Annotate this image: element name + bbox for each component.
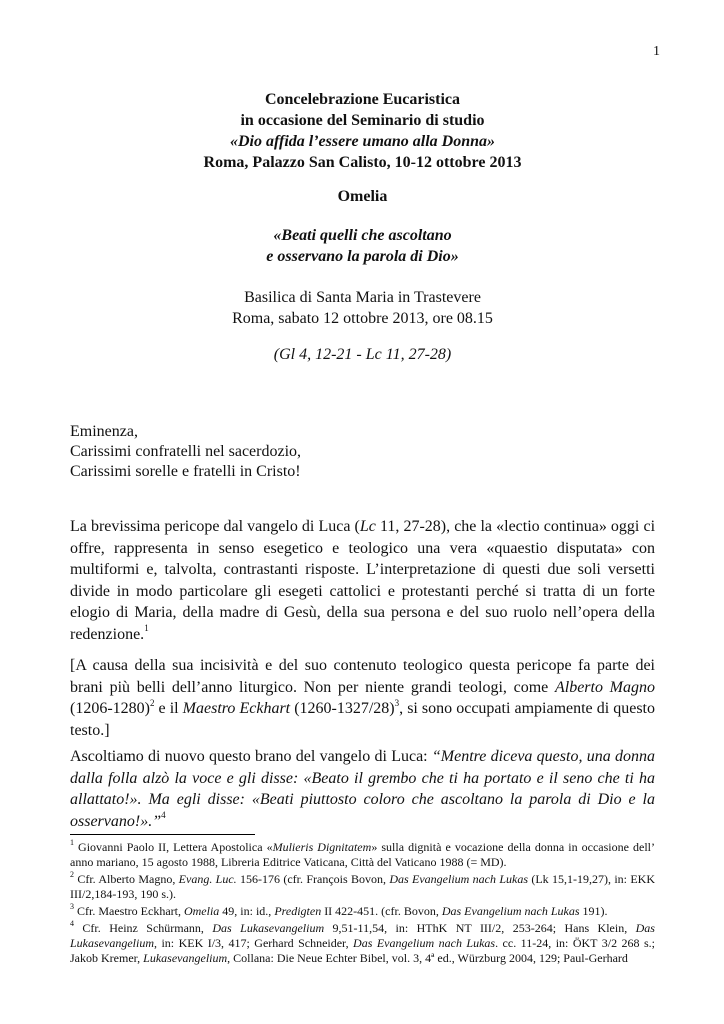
text-run: La brevissima pericope dal vangelo di Luca ( [70,518,360,535]
text-run: . cc. 11-24, in: ÖKT 3/2 268 s.; Jakob Kremer, [70,936,655,965]
italic-run: Das Evangelium nach Lukas [389,872,529,886]
text-run: , si sono occupati ampiamente di questo testo.] [70,700,655,739]
italic-run: Evang. Luc. [178,872,237,886]
homily-title-line: e osservano la parola di Dio» [266,248,459,265]
text-run: 9,51-11,54, in: HThK NT III/2, 253-264; Hans Klein, [324,921,636,935]
homily-title [70,225,655,267]
italic-run: Omelia [183,904,220,918]
footnote-2 [70,872,655,902]
celebration-place [70,287,655,329]
footnote-number: 4 [70,919,74,928]
text-run: , in: KEK I/3, 417; Gerhard Schneider, [153,936,354,950]
paragraph-gospel [70,746,655,832]
italic-run: Lc [359,518,376,535]
celebration-date: Roma, sabato 12 ottobre 2013, ore 08.15 [232,310,493,327]
text-run: 156-176 (cfr. François Bovon, [236,872,390,886]
footnote-ref-3: 3 [394,697,400,708]
event-title-block [70,89,655,173]
italic-run: Predigten [274,904,322,918]
italic-run: Maestro Eckhart [182,700,291,717]
text-run: Giovanni Paolo II, Lettera Apostolica « [74,840,273,854]
paragraph-theologians [70,655,655,741]
event-title-line: Concelebrazione Eucaristica [264,91,461,108]
salutation-line: Carissimi confratelli nel sacerdozio, [70,443,302,460]
text-run: (1260-1327/28) [290,700,395,717]
footnote-ref-2: 2 [149,697,155,708]
event-subtitle-line: in occasione del Seminario di studio [240,112,485,129]
page-number: 1 [653,44,660,59]
footnote-separator [70,834,255,835]
italic-run: Das Evangelium nach Lukas [441,904,580,918]
italic-run: Das Evangelium nach Lukas [353,936,496,950]
gospel-quote: “Mentre diceva questo, una donna dalla folla alzò la voce e gli disse: «Beato il grembo che ti ha portato e il seno che ti ha allattato!». Ma egli disse: «Beati piuttosto coloro che ascoltano la parola di Dio e la osservano!».” [70,748,655,830]
event-place-date: Roma, Palazzo San Calisto, 10-12 ottobre 2013 [203,154,522,171]
basilica-name: Basilica di Santa Maria in Trastevere [244,289,481,306]
footnote-ref-1: 1 [144,623,149,634]
salutation-line: Eminenza, [70,423,138,440]
footnote-number: 2 [70,870,74,879]
footnote-ref-4: 4 [161,810,166,821]
salutation [70,422,301,482]
italic-run: Alberto Magno [554,678,655,696]
text-run: (Lk 15,1-19,27), in: EKK III/2,184-193, 190 s.). [70,872,656,901]
text-run: e il [154,700,183,717]
text-run: Cfr. Alberto Magno, [74,872,179,886]
text-run: [A causa della sua incisività e del suo contenuto teologico questa pericope fa parte dei brani più belli dell’anno liturgico. Non per niente grandi teologi, come [70,657,655,696]
italic-run: Das Lukasevangelium [212,921,325,935]
text-run: 191). [579,904,608,918]
italic-run: Lukasevangelium [143,951,228,965]
paragraph-intro [70,516,655,645]
text-run: (1206-1280) [70,700,150,717]
footnote-1 [70,840,655,870]
footnote-4 [70,921,655,966]
homily-title-line: «Beati quelli che ascoltano [273,227,452,244]
seminar-theme: «Dio affida l’essere umano alla Donna» [229,133,496,150]
salutation-line: Carissimi sorelle e fratelli in Cristo! [70,463,301,480]
text-run: 49, in: id., [219,904,275,918]
italic-run: Mulieris Dignitatem [272,840,372,854]
italic-run: Das Lukasevangelium [70,921,655,950]
text-run: Cfr. Heinz Schürmann, [74,921,213,935]
text-run: , Collana: Die Neue Echter Bibel, vol. 3, 4ª ed., Würzburg 2004, 129; Paul-Gerhard [227,951,628,965]
homily-heading: Omelia [337,188,388,205]
text-run: II 422-451. (cfr. Bovon, [321,904,442,918]
text-run: Cfr. Maestro Eckhart, [74,904,184,918]
footnote-3 [70,904,655,919]
text-run: 11, 27-28), che la «lectio continua» oggi ci offre, rappresenta in senso esegetico e teologico una vera «quaestio disputata» con multiformi e, talvolta, contrastanti risposte. L’interpretazione di questi due soli versetti divide in modo particolare gli esegeti cattolici e protestanti perché si tratta di un forte elogio di Maria, della madre di Gesù, della sua persona e del suo ruolo nell’opera della redenzione. [70,518,656,643]
text-run: Ascoltiamo di nuovo questo brano del vangelo di Luca: [70,748,432,765]
scripture-reference: (Gl 4, 12-21 - Lc 11, 27-28) [273,346,452,363]
text-run: » sulla dignità e vocazione della donna in occasione dell’ anno mariano, 15 agosto 1988, Libreria Editrice Vaticana, Città del Vaticano 1988 (= MD). [70,840,655,869]
footnote-number: 1 [70,838,74,847]
footnotes [70,840,655,968]
footnote-number: 3 [70,902,74,911]
